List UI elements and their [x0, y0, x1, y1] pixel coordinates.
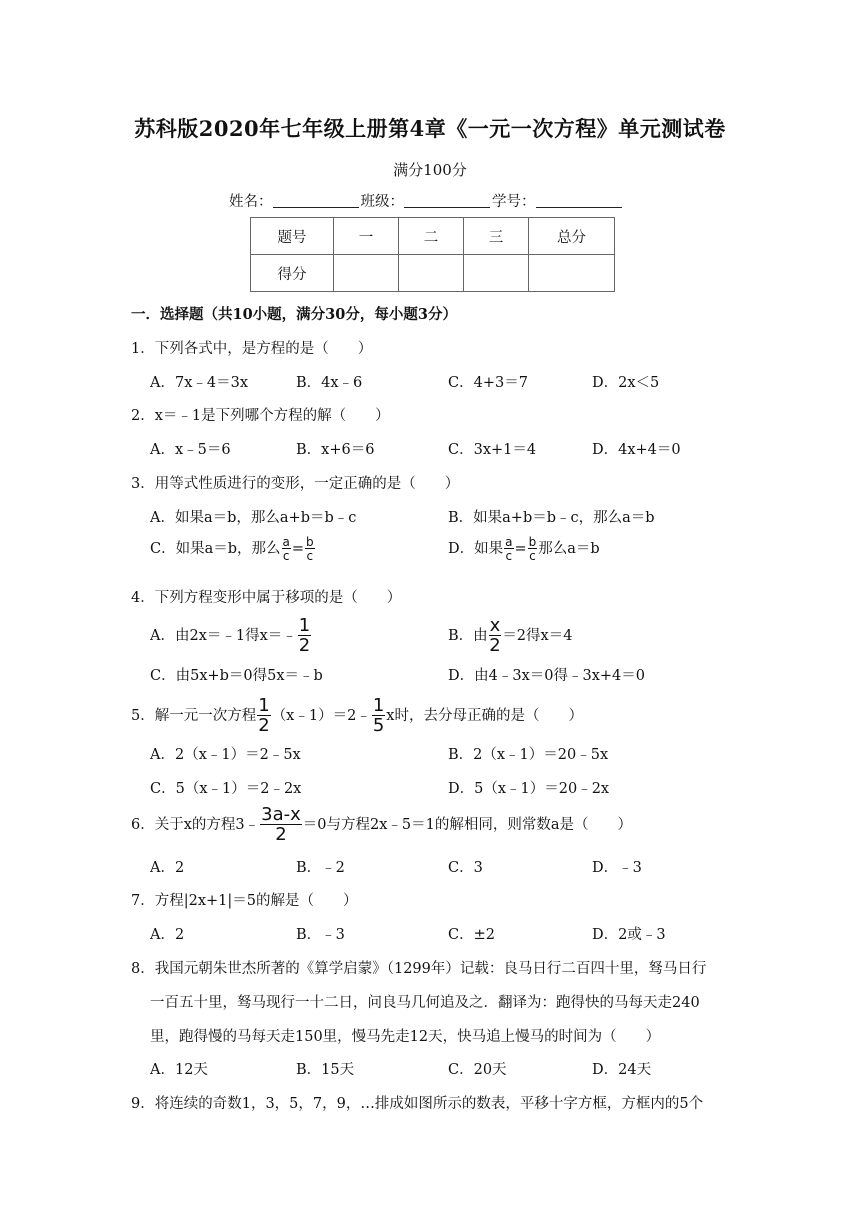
numerator: 1 — [372, 695, 385, 716]
question-1: 1．下列各式中，是方程的是（ ） — [131, 341, 373, 357]
denominator: c — [306, 549, 314, 563]
option-c: C．由5x+b＝0得5x＝﹣b — [150, 668, 323, 684]
question-5-mid: （x﹣1）＝2﹣ — [271, 708, 371, 724]
question-2: 2．x＝﹣1是下列哪个方程的解（ ） — [131, 408, 390, 424]
option-d: D．由4﹣3x＝0得﹣3x+4＝0 — [448, 668, 645, 684]
student-info — [229, 190, 624, 211]
option-b-text: B．由 — [448, 628, 488, 644]
score-table-header — [251, 218, 615, 255]
option-b: B．x+6＝6 — [296, 442, 375, 458]
denominator: c — [529, 549, 536, 563]
option-d-text: D．如果 — [448, 541, 504, 557]
fraction-x-half — [489, 617, 502, 655]
header-cell: 三 — [464, 218, 529, 255]
denominator: 5 — [372, 715, 385, 736]
option-d — [448, 536, 600, 562]
option-c: C．3 — [448, 860, 483, 876]
denominator: 2 — [489, 635, 501, 656]
option-b: B．﹣2 — [296, 860, 345, 876]
header-cell: 一 — [334, 218, 399, 255]
question-5 — [131, 697, 583, 735]
question-6-text: 6．关于x的方程3﹣ — [131, 817, 260, 833]
numerator: x — [489, 615, 501, 636]
fraction-a-over-c — [282, 536, 291, 562]
option-c-text: C．如果a＝b，那么 — [150, 541, 281, 557]
option-a — [150, 617, 312, 655]
question-6 — [131, 806, 632, 844]
equals-sign: = — [514, 541, 527, 557]
option-a: A．2 — [150, 927, 185, 943]
option-c: C．5（x﹣1）＝2﹣2x — [150, 781, 302, 797]
full-score: 满分100分 — [393, 161, 467, 179]
question-7: 7．方程|2x+1|＝5的解是（ ） — [131, 893, 358, 909]
question-6-tail: ＝0与方程2x﹣5＝1的解相同，则常数a是（ ） — [302, 817, 633, 833]
header-cell: 题号 — [251, 218, 334, 255]
option-a: A．x﹣5＝6 — [150, 442, 231, 458]
fraction-b-over-c — [305, 536, 315, 562]
denominator: 2 — [275, 824, 287, 845]
exam-title: 苏科版2020年七年级上册第4章《一元一次方程》单元测试卷 — [134, 116, 726, 141]
equals-sign: = — [291, 541, 305, 557]
question-8-line-2: 一百五十里，驽马现行一十二日，问良马几何追及之．翻译为：跑得快的马每天走240 — [150, 995, 700, 1011]
question-9-line-1: 9．将连续的奇数1，3，5，7，9，…排成如图所示的数表，平移十字方框，方框内的5个 — [131, 1096, 704, 1112]
option-b: B．15天 — [296, 1062, 355, 1078]
option-b — [448, 617, 572, 655]
question-3: 3．用等式性质进行的变形，一定正确的是（ ） — [131, 476, 460, 492]
fraction-one-half — [257, 697, 270, 735]
option-b: B．如果a+b＝b﹣c，那么a＝b — [448, 510, 655, 526]
numerator: b — [528, 535, 537, 549]
numerator: 3a-x — [261, 804, 301, 825]
numerator: a — [505, 535, 513, 549]
option-b: B．4x﹣6 — [296, 375, 363, 391]
name-label: 姓名： — [229, 194, 273, 210]
denominator: c — [282, 549, 290, 563]
id-label: 学号： — [492, 194, 536, 210]
option-a: A．2 — [150, 860, 185, 876]
fraction-b-over-c — [528, 536, 538, 562]
option-c: C．±2 — [448, 927, 495, 943]
header-cell: 总分 — [529, 218, 615, 255]
fraction-one-fifth — [372, 697, 385, 735]
option-c: C．4+3＝7 — [448, 375, 528, 391]
numerator: 1 — [298, 615, 311, 636]
denominator: 2 — [298, 635, 311, 656]
option-d: D．2或﹣3 — [592, 927, 666, 943]
option-a: A．2（x﹣1）＝2﹣5x — [150, 747, 301, 763]
score-table — [250, 217, 615, 292]
header-cell: 二 — [399, 218, 464, 255]
name-blank — [273, 193, 359, 208]
question-4: 4．下列方程变形中属于移项的是（ ） — [131, 590, 402, 606]
option-a: A．如果a＝b，那么a+b＝b﹣c — [150, 510, 357, 526]
score-cell — [334, 255, 399, 292]
numerator: b — [306, 535, 314, 549]
option-b-tail: ＝2得x＝4 — [502, 628, 573, 644]
question-8-line-3: 里，跑得慢的马每天走150里，慢马先走12天，快马追上慢马的时间为（ ） — [150, 1029, 661, 1045]
class-blank — [404, 193, 490, 208]
numerator: 1 — [258, 695, 270, 716]
option-b: B．2（x﹣1）＝20﹣5x — [448, 747, 609, 763]
question-8-line-1: 8．我国元朝朱世杰所著的《算学启蒙》（1299年）记载：良马日行二百四十里，驽马日行 — [131, 961, 707, 977]
option-b: B．﹣3 — [296, 927, 345, 943]
score-cell — [464, 255, 529, 292]
fraction-one-half — [298, 617, 311, 655]
row-label: 得分 — [251, 255, 334, 292]
id-blank — [536, 193, 622, 208]
numerator: a — [282, 535, 290, 549]
option-d: D．﹣3 — [592, 860, 642, 876]
option-d: D．4x+4＝0 — [592, 442, 681, 458]
option-d: D．2x＜5 — [592, 375, 660, 391]
option-a-text: A．由2x＝﹣1得x＝﹣ — [150, 628, 297, 644]
score-cell — [399, 255, 464, 292]
question-5-tail: x时，去分母正确的是（ ） — [386, 708, 583, 724]
option-d-tail: 那么a＝b — [538, 541, 600, 557]
fraction-a-over-c — [504, 536, 513, 562]
fraction-3a-minus-x-over-2 — [260, 806, 302, 844]
denominator: c — [505, 549, 513, 563]
option-c: C．3x+1＝4 — [448, 442, 537, 458]
option-a: A．7x﹣4＝3x — [150, 375, 249, 391]
option-a: A．12天 — [150, 1062, 208, 1078]
option-d: D．5（x﹣1）＝20﹣2x — [448, 781, 610, 797]
class-label: 班级： — [360, 194, 404, 210]
option-d: D．24天 — [592, 1062, 652, 1078]
question-5-text: 5．解一元一次方程 — [131, 708, 257, 724]
option-c — [150, 536, 316, 562]
score-table-row — [251, 255, 615, 292]
option-c: C．20天 — [448, 1062, 507, 1078]
score-cell — [529, 255, 615, 292]
denominator: 2 — [258, 715, 270, 736]
section-heading: 一．选择题（共10小题，满分30分，每小题3分） — [131, 306, 457, 323]
